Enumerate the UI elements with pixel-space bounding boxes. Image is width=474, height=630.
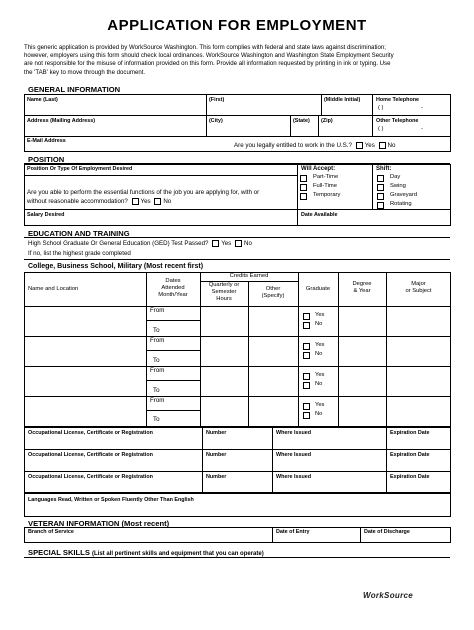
row3-graduate-yes-label: Yes <box>315 372 325 378</box>
state-field[interactable]: (State) <box>293 118 310 124</box>
legal-yes-checkbox[interactable] <box>356 142 363 149</box>
divider <box>360 527 361 543</box>
day-shift-label: Day <box>390 174 401 180</box>
legal-no-label: No <box>387 142 396 150</box>
special-skills-title: SPECIAL SKILLS <box>28 548 90 557</box>
row2-graduate-yes-checkbox[interactable] <box>303 343 310 350</box>
intro-line: the 'TAB' key to move through the document. <box>24 68 146 76</box>
general-heading: GENERAL INFORMATION <box>28 85 121 94</box>
divider <box>318 115 319 136</box>
row2-graduate-no-checkbox[interactable] <box>303 352 310 359</box>
row4-graduate-yes-label: Yes <box>315 402 325 408</box>
row3-graduate-no-checkbox[interactable] <box>303 382 310 389</box>
row4-from-label: From <box>150 397 165 404</box>
divider <box>248 281 249 427</box>
license-3-where-issued[interactable]: Where Issued <box>276 474 312 480</box>
essential-functions-question <box>27 198 171 205</box>
row4-graduate-no-checkbox[interactable] <box>303 412 310 419</box>
day-shift-checkbox[interactable] <box>377 175 384 182</box>
languages-field[interactable]: Languages Read, Written or Spoken Fluently Other Than English <box>28 497 194 503</box>
essential-yes-checkbox[interactable] <box>132 198 139 205</box>
divider <box>24 175 297 176</box>
divider <box>297 164 298 226</box>
row1-graduate-yes-label: Yes <box>315 312 325 318</box>
address-field[interactable]: Address (Mailing Address) <box>27 118 96 124</box>
col-other-line: Other <box>265 286 281 292</box>
temporary-checkbox[interactable] <box>300 193 307 200</box>
highest-grade-label: If no, list the highest grade completed <box>28 250 131 257</box>
page-title: APPLICATION FOR EMPLOYMENT <box>107 17 367 34</box>
intro-line: however, employers using this form should check local ordinances. WorkSource Washington and Washington State Employment Security <box>24 52 394 60</box>
legal-no-checkbox[interactable] <box>379 142 386 149</box>
temporary-label: Temporary <box>313 192 341 198</box>
license-3-number[interactable]: Number <box>206 474 227 480</box>
divider <box>24 136 451 137</box>
city-field[interactable]: (City) <box>209 118 223 124</box>
legal-yes-label: Yes <box>364 142 375 150</box>
col-dates-line: Attended <box>161 285 185 291</box>
divider <box>206 94 207 115</box>
row1-from-label: From <box>150 307 165 314</box>
intro-paragraph <box>24 44 454 77</box>
date-of-entry-field[interactable]: Date of Entry <box>276 529 310 535</box>
position-desired-field[interactable]: Position Or Type Of Employment Desired <box>27 166 133 172</box>
divider <box>24 336 451 337</box>
special-skills-note: (List all pertinent skills and equipment that you can operate) <box>92 551 264 557</box>
row1-graduate-no-checkbox[interactable] <box>303 322 310 329</box>
home-telephone-field[interactable]: Home Telephone <box>376 97 420 103</box>
divider <box>372 94 373 136</box>
other-tel-area-code: ( ) <box>378 126 384 132</box>
other-tel-dash: - <box>421 126 423 132</box>
divider <box>24 237 450 238</box>
divider <box>146 410 200 411</box>
row4-to-label: To <box>153 416 160 423</box>
essential-yes-label: Yes <box>140 198 151 206</box>
college-heading: College, Business School, Military (Most recent first) <box>28 263 204 270</box>
credits-earned-header: Credits Earned <box>229 273 269 279</box>
divider <box>298 272 299 427</box>
divider <box>272 527 273 543</box>
intro-line: are not responsible for the misuse of information provided on this form. Provide all information requested by printing in ink or typing. Use <box>24 60 391 68</box>
essential-no-label: No <box>163 198 172 206</box>
divider <box>24 209 451 210</box>
ged-question-label: High School Graduate Or General Education (GED) Test Passed? <box>28 240 209 248</box>
worksource-logo: WorkSource <box>363 591 413 600</box>
full-time-label: Full-Time <box>313 183 337 189</box>
license-1-expiration[interactable]: Expiration Date <box>390 430 430 436</box>
zip-field[interactable]: (Zip) <box>321 118 333 124</box>
row2-to-label: To <box>153 357 160 364</box>
license-1-field[interactable]: Occupational License, Certificate or Registration <box>28 430 153 436</box>
divider <box>321 94 322 115</box>
col-dates <box>146 278 200 299</box>
education-heading: EDUCATION AND TRAINING <box>28 229 130 238</box>
home-tel-area-code: ( ) <box>378 105 384 111</box>
col-dates-line: Dates <box>165 278 181 284</box>
position-heading: POSITION <box>28 155 65 164</box>
row3-graduate-yes-checkbox[interactable] <box>303 373 310 380</box>
rotating-shift-checkbox[interactable] <box>377 202 384 209</box>
col-degree-line: Degree <box>352 281 372 287</box>
row3-from-label: From <box>150 367 165 374</box>
col-name-location: Name and Location <box>28 286 79 292</box>
row4-graduate-yes-checkbox[interactable] <box>303 403 310 410</box>
special-skills-heading <box>28 548 264 557</box>
license-2-field[interactable]: Occupational License, Certificate or Registration <box>28 452 153 458</box>
divider <box>338 272 339 427</box>
ged-no-label: No <box>244 240 252 248</box>
row3-to-label: To <box>153 387 160 394</box>
row3-graduate-no-label: No <box>315 381 323 387</box>
col-graduate: Graduate <box>305 286 331 292</box>
home-tel-dash: - <box>421 105 423 111</box>
col-degree-line: & Year <box>353 288 371 294</box>
intro-line: This generic application is provided by WorkSource Washington. This form complies with federal and state laws against discrimination; <box>24 44 386 51</box>
license-2-expiration[interactable]: Expiration Date <box>390 452 430 458</box>
graveyard-shift-checkbox[interactable] <box>377 193 384 200</box>
col-quarterly-line: Semester <box>211 289 237 295</box>
license-2-where-issued[interactable]: Where Issued <box>276 452 312 458</box>
essential-functions-question-2: without reasonable accommodation? <box>27 198 128 206</box>
branch-of-service-field[interactable]: Branch of Service <box>28 529 74 535</box>
row1-to-label: To <box>153 327 160 334</box>
legal-work-label: Are you legally entitled to work in the U.S.? <box>234 142 352 150</box>
swing-shift-label: Swing <box>390 183 406 189</box>
divider <box>146 380 200 381</box>
divider <box>290 115 291 136</box>
col-other-line: (Specify) <box>261 293 285 299</box>
legal-work-question <box>234 142 395 149</box>
col-degree <box>338 281 386 295</box>
ged-yes-checkbox[interactable] <box>212 240 219 247</box>
divider <box>386 427 387 493</box>
rotating-shift-label: Rotating <box>390 201 412 207</box>
essential-functions-question-1: Are you able to perform the essential functions of the job you are applying for, with or <box>27 189 260 196</box>
col-other <box>248 286 298 300</box>
salary-desired-field[interactable]: Salary Desired <box>27 212 65 218</box>
essential-no-checkbox[interactable] <box>154 198 161 205</box>
first-name-field[interactable]: (First) <box>209 97 225 103</box>
name-last-field[interactable]: Name (Last) <box>27 97 58 103</box>
divider <box>272 427 273 493</box>
ged-no-checkbox[interactable] <box>235 240 242 247</box>
divider <box>24 396 451 397</box>
swing-shift-checkbox[interactable] <box>377 184 384 191</box>
license-3-expiration[interactable]: Expiration Date <box>390 474 430 480</box>
row4-graduate-no-label: No <box>315 411 323 417</box>
email-field[interactable]: E-Mail Address <box>27 138 66 144</box>
license-2-number[interactable]: Number <box>206 452 227 458</box>
middle-initial-field[interactable]: (Middle Initial) <box>324 97 361 103</box>
license-1-number[interactable]: Number <box>206 430 227 436</box>
divider <box>24 366 451 367</box>
divider <box>24 115 451 116</box>
divider <box>372 164 373 209</box>
col-major-line: Major <box>411 281 426 287</box>
date-of-discharge-field[interactable]: Date of Discharge <box>364 529 410 535</box>
full-time-checkbox[interactable] <box>300 184 307 191</box>
will-accept-label: Will Accept: <box>301 166 336 172</box>
divider <box>386 272 387 427</box>
divider <box>202 427 203 493</box>
col-dates-line: Month/Year <box>158 292 188 298</box>
part-time-label: Part-Time <box>313 174 339 180</box>
col-major <box>386 281 451 295</box>
divider <box>206 115 207 136</box>
shift-label: Shift: <box>376 166 392 172</box>
veteran-heading: VETERAN INFORMATION (Most recent) <box>28 519 170 528</box>
divider <box>24 306 451 307</box>
row1-graduate-no-label: No <box>315 321 323 327</box>
col-quarterly <box>200 282 248 303</box>
ged-question <box>28 240 252 247</box>
row2-graduate-yes-label: Yes <box>315 342 325 348</box>
graveyard-shift-label: Graveyard <box>390 192 418 198</box>
col-major-line: or Subject <box>405 288 432 294</box>
date-available-field[interactable]: Date Available <box>301 212 338 218</box>
col-quarterly-line: Hours <box>216 296 232 302</box>
ged-yes-label: Yes <box>221 240 232 248</box>
license-3-field[interactable]: Occupational License, Certificate or Registration <box>28 474 153 480</box>
other-telephone-field[interactable]: Other Telephone <box>376 118 419 124</box>
row2-from-label: From <box>150 337 165 344</box>
license-1-where-issued[interactable]: Where Issued <box>276 430 312 436</box>
divider <box>24 557 450 558</box>
row2-graduate-no-label: No <box>315 351 323 357</box>
divider <box>146 350 200 351</box>
part-time-checkbox[interactable] <box>300 175 307 182</box>
col-quarterly-line: Quarterly or <box>208 282 240 288</box>
divider <box>24 259 450 260</box>
divider <box>146 320 200 321</box>
row1-graduate-yes-checkbox[interactable] <box>303 313 310 320</box>
